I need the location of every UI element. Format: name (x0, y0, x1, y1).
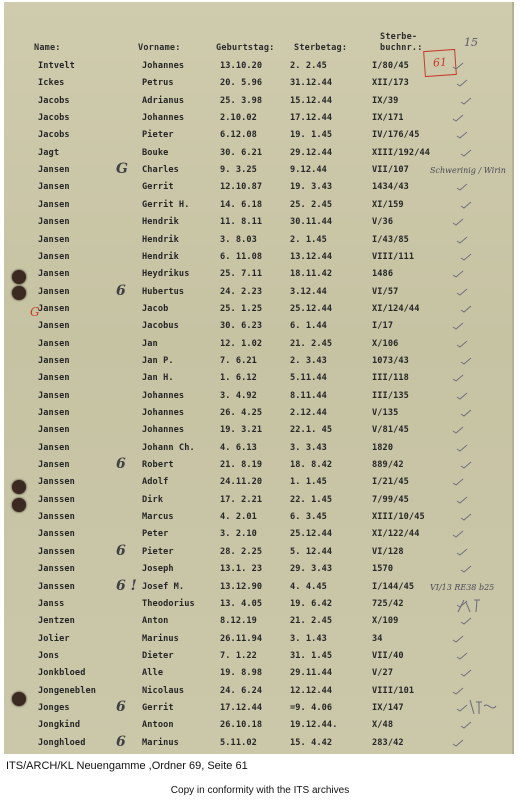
row-name: Jansen (38, 199, 70, 210)
row-death-date: 8.11.44 (290, 390, 327, 401)
row-death-date: 3. 3.43 (290, 442, 327, 453)
check-tick-icon (460, 201, 472, 209)
table-row (4, 266, 512, 284)
row-book-number: 1820 (372, 442, 394, 453)
row-death-date: 9.12.44 (290, 165, 327, 176)
row-name: Jansen (38, 303, 70, 314)
check-tick-icon (452, 62, 464, 70)
row-name: Janssen (38, 529, 75, 540)
header-book-line1: Sterbe- (380, 32, 418, 42)
row-death-date: 4. 4.45 (290, 581, 327, 592)
row-book-number: III/118 (372, 373, 409, 384)
row-first-name: Peter (142, 529, 169, 540)
row-birth-date: 9. 3.25 (220, 165, 257, 176)
table-row (4, 249, 512, 267)
table-row (4, 197, 512, 215)
row-name: Janssen (38, 477, 75, 488)
row-death-date: 3. 1.43 (290, 633, 327, 644)
row-name: Jansen (38, 373, 70, 384)
row-death-date: 21. 2.45 (290, 616, 333, 627)
row-book-number: VII/40 (372, 650, 404, 661)
row-birth-date: 3. 2.10 (220, 529, 257, 540)
row-first-name: Anton (142, 616, 169, 627)
row-name: Jansen (38, 165, 70, 176)
check-tick-icon (460, 565, 472, 573)
row-first-name: Nicolaus (142, 685, 185, 696)
header-book-line2: buchnr.: (380, 43, 423, 53)
row-name: Jansen (38, 338, 70, 349)
row-first-name: Jacobus (142, 321, 179, 332)
row-death-date: 2.12.44 (290, 408, 327, 418)
check-tick-icon (452, 530, 464, 538)
row-book-number: X/109 (372, 616, 399, 627)
row-birth-date: 24. 2.23 (220, 286, 263, 297)
row-birth-date: 30. 6.23 (220, 321, 263, 332)
check-tick-icon (460, 149, 472, 157)
row-first-name: Johannes (142, 113, 185, 124)
row-death-date: 1. 1.45 (290, 477, 327, 488)
check-tick-icon (460, 97, 472, 105)
row-birth-date: 7. 1.22 (220, 650, 257, 661)
row-death-date: 25.12.44 (290, 529, 333, 540)
row-book-number: I/17 (372, 321, 394, 332)
header-first-name: Vorname: (138, 43, 181, 53)
row-book-number: XI/124/44 (372, 303, 420, 314)
pencil-annotation (466, 696, 500, 718)
row-book-number: I/144/45 (372, 581, 415, 592)
table-row (4, 58, 512, 76)
check-tick-icon (452, 426, 464, 434)
table-row (4, 214, 512, 232)
table-row (4, 526, 512, 544)
row-name: Jansen (38, 408, 70, 418)
row-book-number: 725/42 (372, 598, 404, 609)
row-book-number: V/135 (372, 408, 399, 418)
row-book-number: 889/42 (372, 460, 404, 471)
row-name: Jongkind (38, 720, 81, 731)
check-tick-icon (452, 114, 464, 122)
check-tick-icon (460, 305, 472, 313)
check-tick-icon (452, 687, 464, 695)
row-birth-date: 12. 1.02 (220, 338, 263, 349)
table-row (4, 162, 512, 180)
row-birth-date: 17.12.44 (220, 702, 263, 713)
row-name: Jansen (38, 425, 70, 436)
row-birth-date: 1. 6.12 (220, 373, 257, 384)
check-tick-icon (452, 374, 464, 382)
row-name: Jansen (38, 460, 70, 471)
row-death-date: 21. 2.45 (290, 338, 333, 349)
row-first-name: Jan (142, 338, 158, 349)
table-row (4, 544, 512, 562)
row-death-date: 19. 6.42 (290, 598, 333, 609)
row-first-name: Marinus (142, 737, 179, 748)
row-book-number: 1486 (372, 269, 394, 280)
row-first-name: Pieter (142, 546, 174, 557)
table-row (4, 318, 512, 336)
row-first-name: Dieter (142, 650, 174, 661)
check-tick-icon (456, 236, 468, 244)
row-first-name: Gerrit (142, 182, 174, 193)
handwritten-mark: 6 (116, 733, 126, 750)
row-name: Jansen (38, 355, 70, 366)
row-first-name: Marcus (142, 512, 174, 523)
row-name: Jacobs (38, 130, 70, 141)
row-first-name: Johannes (142, 408, 185, 418)
table-row (4, 509, 512, 527)
table-row (4, 717, 512, 735)
table-row (4, 110, 512, 128)
row-birth-date: 21. 8.19 (220, 460, 263, 471)
table-row (4, 232, 512, 250)
row-first-name: Petrus (142, 78, 174, 89)
row-birth-date: 28. 2.25 (220, 546, 263, 557)
row-birth-date: 5.11.02 (220, 737, 257, 748)
conformity-caption: Copy in conformity with the ITS archives (170, 785, 350, 796)
check-tick-icon (460, 669, 472, 677)
row-name: Jacobs (38, 95, 70, 106)
check-tick-icon (460, 461, 472, 469)
row-book-number: I/43/85 (372, 234, 409, 245)
row-book-number: V/27 (372, 668, 394, 679)
table-row (4, 440, 512, 458)
check-tick-icon (460, 357, 472, 365)
row-birth-date: 17. 2.21 (220, 494, 263, 505)
row-death-date: 6. 1.44 (290, 321, 327, 332)
row-name: Jonkbloed (38, 668, 86, 679)
row-death-date: 29.11.44 (290, 668, 333, 679)
row-death-date: 25. 2.45 (290, 199, 333, 210)
row-death-date: 3.12.44 (290, 286, 327, 297)
row-first-name: Johannes (142, 390, 185, 401)
check-tick-icon (456, 183, 468, 191)
row-birth-date: 24.11.20 (220, 477, 263, 488)
table-row (4, 631, 512, 649)
handwritten-mark: 6 (116, 456, 126, 473)
row-birth-date: 25. 1.25 (220, 303, 263, 314)
table-row (4, 370, 512, 388)
table-row (4, 579, 512, 597)
table-row (4, 700, 512, 718)
row-first-name: Josef M. (142, 581, 185, 592)
row-book-number: VIII/101 (372, 685, 415, 696)
table-row (4, 179, 512, 197)
row-first-name: Johannes (142, 425, 185, 436)
row-death-date: 15.12.44 (290, 95, 333, 106)
check-tick-icon (456, 131, 468, 139)
row-death-date: 18. 8.42 (290, 460, 333, 471)
row-death-date: 22. 1.45 (290, 494, 333, 505)
row-name: Janssen (38, 546, 75, 557)
table-row (4, 474, 512, 492)
row-name: Jansen (38, 269, 70, 280)
row-first-name: Gerrit (142, 702, 174, 713)
row-name: Jagt (38, 147, 60, 158)
row-book-number: 1434/43 (372, 182, 409, 193)
handwritten-mark: 6 (116, 282, 126, 299)
check-tick-icon (452, 270, 464, 278)
row-name: Jentzen (38, 616, 75, 627)
row-book-number: XI/122/44 (372, 529, 420, 540)
row-book-number: IX/147 (372, 702, 404, 713)
row-death-date: 15. 4.42 (290, 737, 333, 748)
document-sheet (4, 2, 514, 754)
table-row (4, 405, 512, 423)
row-death-date: 12.12.44 (290, 685, 333, 696)
row-death-date: 25.12.44 (290, 303, 333, 314)
pencil-annotation (456, 596, 506, 616)
row-book-number: 1570 (372, 564, 394, 575)
row-first-name: Gerrit H. (142, 199, 190, 210)
table-row (4, 596, 512, 614)
row-birth-date: 2.10.02 (220, 113, 257, 124)
row-first-name: Heydrikus (142, 269, 190, 280)
check-tick-icon (452, 322, 464, 330)
row-birth-date: 26.10.18 (220, 720, 263, 731)
handwritten-note: VI/13 RE38 b25 (430, 582, 495, 592)
row-birth-date: 30. 6.21 (220, 147, 263, 158)
check-tick-icon (456, 548, 468, 556)
table-row (4, 145, 512, 163)
row-name: Janssen (38, 512, 75, 523)
table-row (4, 353, 512, 371)
table-row (4, 75, 512, 93)
row-book-number: XI/159 (372, 199, 404, 210)
table-row (4, 388, 512, 406)
row-name: Jonghloed (38, 737, 86, 748)
row-birth-date: 6. 11.08 (220, 251, 263, 262)
row-death-date: 30.11.44 (290, 217, 333, 228)
row-name: Janssen (38, 564, 75, 575)
row-birth-date: 19. 3.21 (220, 425, 263, 436)
check-tick-icon (456, 496, 468, 504)
row-book-number: V/36 (372, 217, 394, 228)
row-name: Ickes (38, 78, 65, 89)
row-first-name: Hendrik (142, 217, 179, 228)
row-birth-date: 13.10.20 (220, 61, 263, 71)
handwritten-mark: 6 ! (116, 577, 137, 594)
table-row (4, 735, 512, 753)
row-book-number: IX/39 (372, 95, 399, 106)
row-first-name: Robert (142, 460, 174, 471)
table-row (4, 301, 512, 319)
row-name: Jongeneblen (38, 685, 97, 696)
row-birth-date: 13.12.90 (220, 581, 263, 592)
row-death-date: 22.1. 45 (290, 425, 333, 436)
row-book-number: XII/173 (372, 78, 409, 89)
row-book-number: I/80/45 (372, 61, 409, 71)
row-death-date: 13.12.44 (290, 251, 333, 262)
row-book-number: VI/128 (372, 546, 404, 557)
row-first-name: Jan H. (142, 373, 174, 384)
row-book-number: 283/42 (372, 737, 404, 748)
row-death-date: 17.12.44 (290, 113, 333, 124)
row-first-name: Johannes (142, 61, 185, 71)
row-first-name: Adolf (142, 477, 169, 488)
table-row (4, 336, 512, 354)
row-name: Janssen (38, 581, 75, 592)
row-book-number: X/48 (372, 720, 394, 731)
row-name: Jansen (38, 390, 70, 401)
header-name: Name: (34, 43, 61, 53)
row-birth-date: 20. 5.96 (220, 78, 263, 89)
row-death-date: 19.12.44. (290, 720, 338, 731)
row-death-date: 18.11.42 (290, 269, 333, 280)
row-book-number: XIII/192/44 (372, 147, 431, 158)
row-death-date: 19. 3.43 (290, 182, 333, 193)
row-first-name: Dirk (142, 494, 164, 505)
check-tick-icon (452, 739, 464, 747)
row-first-name: Jacob (142, 303, 169, 314)
handwritten-page-number: 15 (464, 36, 478, 49)
red-stamp-number: 61 (432, 55, 448, 70)
row-name: Janss (38, 598, 65, 609)
table-row (4, 492, 512, 510)
archive-source-caption: ITS/ARCH/KL Neuengamme ,Ordner 69, Seite 61 (6, 760, 248, 772)
row-death-date: 6. 3.45 (290, 512, 327, 523)
row-name: Jansen (38, 182, 70, 193)
row-birth-date: 25. 7.11 (220, 269, 263, 280)
row-first-name: Alle (142, 668, 164, 679)
row-death-date: 2. 1.45 (290, 234, 327, 245)
row-book-number: VII/107 (372, 165, 409, 176)
table-row (4, 457, 512, 475)
row-birth-date: 24. 6.24 (220, 685, 263, 696)
check-tick-icon (456, 79, 468, 87)
row-name: Jonges (38, 702, 70, 713)
row-name: Jansen (38, 234, 70, 245)
row-birth-date: 7. 6.21 (220, 355, 257, 366)
table-row (4, 284, 512, 302)
row-first-name: Theodorius (142, 598, 195, 609)
row-name: Jons (38, 650, 60, 661)
check-tick-icon (460, 409, 472, 417)
row-book-number: IV/176/45 (372, 130, 420, 141)
row-death-date: =9. 4.06 (290, 702, 333, 713)
check-tick-icon (460, 617, 472, 625)
table-row (4, 127, 512, 145)
row-name: Jacobs (38, 113, 70, 124)
row-death-date: 5. 12.44 (290, 546, 333, 557)
check-tick-icon (460, 253, 472, 261)
row-birth-date: 26.11.94 (220, 633, 263, 644)
row-book-number: V/81/45 (372, 425, 409, 436)
table-row (4, 665, 512, 683)
check-tick-icon (456, 288, 468, 296)
check-tick-icon (456, 340, 468, 348)
row-death-date: 2. 3.43 (290, 355, 327, 366)
handwritten-mark: 6 (116, 698, 126, 715)
row-first-name: Hubertus (142, 286, 185, 297)
row-death-date: 29.12.44 (290, 147, 333, 158)
row-birth-date: 12.10.87 (220, 182, 263, 193)
row-birth-date: 26. 4.25 (220, 408, 263, 418)
row-birth-date: 13.1. 23 (220, 564, 263, 575)
row-birth-date: 25. 3.98 (220, 95, 263, 106)
table-row (4, 561, 512, 579)
row-first-name: Joseph (142, 564, 174, 575)
check-tick-icon (452, 478, 464, 486)
row-first-name: Johann Ch. (142, 442, 195, 453)
row-book-number: III/135 (372, 390, 409, 401)
row-first-name: Antoon (142, 720, 174, 731)
row-death-date: 5.11.44 (290, 373, 327, 384)
row-name: Jansen (38, 442, 70, 453)
check-tick-icon (456, 652, 468, 660)
check-tick-icon (460, 513, 472, 521)
row-book-number: 1073/43 (372, 355, 409, 366)
row-birth-date: 6.12.08 (220, 130, 257, 141)
row-book-number: XIII/10/45 (372, 512, 425, 523)
row-book-number: IX/171 (372, 113, 404, 124)
check-tick-icon (460, 721, 472, 729)
row-first-name: Marinus (142, 633, 179, 644)
table-row (4, 93, 512, 111)
check-tick-icon (456, 392, 468, 400)
row-name: Jolier (38, 633, 70, 644)
check-tick-icon (452, 218, 464, 226)
row-birth-date: 19. 8.98 (220, 668, 263, 679)
row-name: Intvelt (38, 61, 75, 71)
row-book-number: VIII/111 (372, 251, 415, 262)
row-book-number: I/21/45 (372, 477, 409, 488)
row-name: Jansen (38, 251, 70, 262)
red-margin-mark: G (30, 305, 40, 319)
row-death-date: 29. 3.43 (290, 564, 333, 575)
handwritten-note: Schwerinig / Wirin (430, 166, 506, 176)
handwritten-mark: G (116, 161, 128, 178)
row-book-number: VI/57 (372, 286, 399, 297)
row-death-date: 31.12.44 (290, 78, 333, 89)
table-row (4, 683, 512, 701)
row-first-name: Hendrik (142, 234, 179, 245)
row-book-number: 7/99/45 (372, 494, 409, 505)
row-first-name: Hendrik (142, 251, 179, 262)
row-name: Jansen (38, 321, 70, 332)
row-birth-date: 13. 4.05 (220, 598, 263, 609)
row-birth-date: 4. 2.01 (220, 512, 257, 523)
row-birth-date: 3. 4.92 (220, 390, 257, 401)
row-death-date: 19. 1.45 (290, 130, 333, 141)
check-tick-icon (456, 444, 468, 452)
row-first-name: Adrianus (142, 95, 185, 106)
row-book-number: 34 (372, 633, 383, 644)
header-death-date: Sterbetag: (294, 43, 348, 53)
handwritten-mark: 6 (116, 542, 126, 559)
row-death-date: 2. 2.45 (290, 61, 327, 71)
row-name: Janssen (38, 494, 75, 505)
row-first-name: Pieter (142, 130, 174, 141)
row-first-name: Charles (142, 165, 179, 176)
row-birth-date: 8.12.19 (220, 616, 257, 627)
header-birth-date: Geburtstag: (216, 43, 275, 53)
row-name: Jansen (38, 286, 70, 297)
row-birth-date: 3. 8.03 (220, 234, 257, 245)
table-row (4, 648, 512, 666)
row-name: Jansen (38, 217, 70, 228)
row-first-name: Bouke (142, 147, 169, 158)
row-birth-date: 11. 8.11 (220, 217, 263, 228)
row-death-date: 31. 1.45 (290, 650, 333, 661)
row-book-number: X/106 (372, 338, 399, 349)
table-row (4, 613, 512, 631)
check-tick-icon (452, 635, 464, 643)
row-first-name: Jan P. (142, 355, 174, 366)
table-row (4, 422, 512, 440)
row-birth-date: 4. 6.13 (220, 442, 257, 453)
row-birth-date: 14. 6.18 (220, 199, 263, 210)
